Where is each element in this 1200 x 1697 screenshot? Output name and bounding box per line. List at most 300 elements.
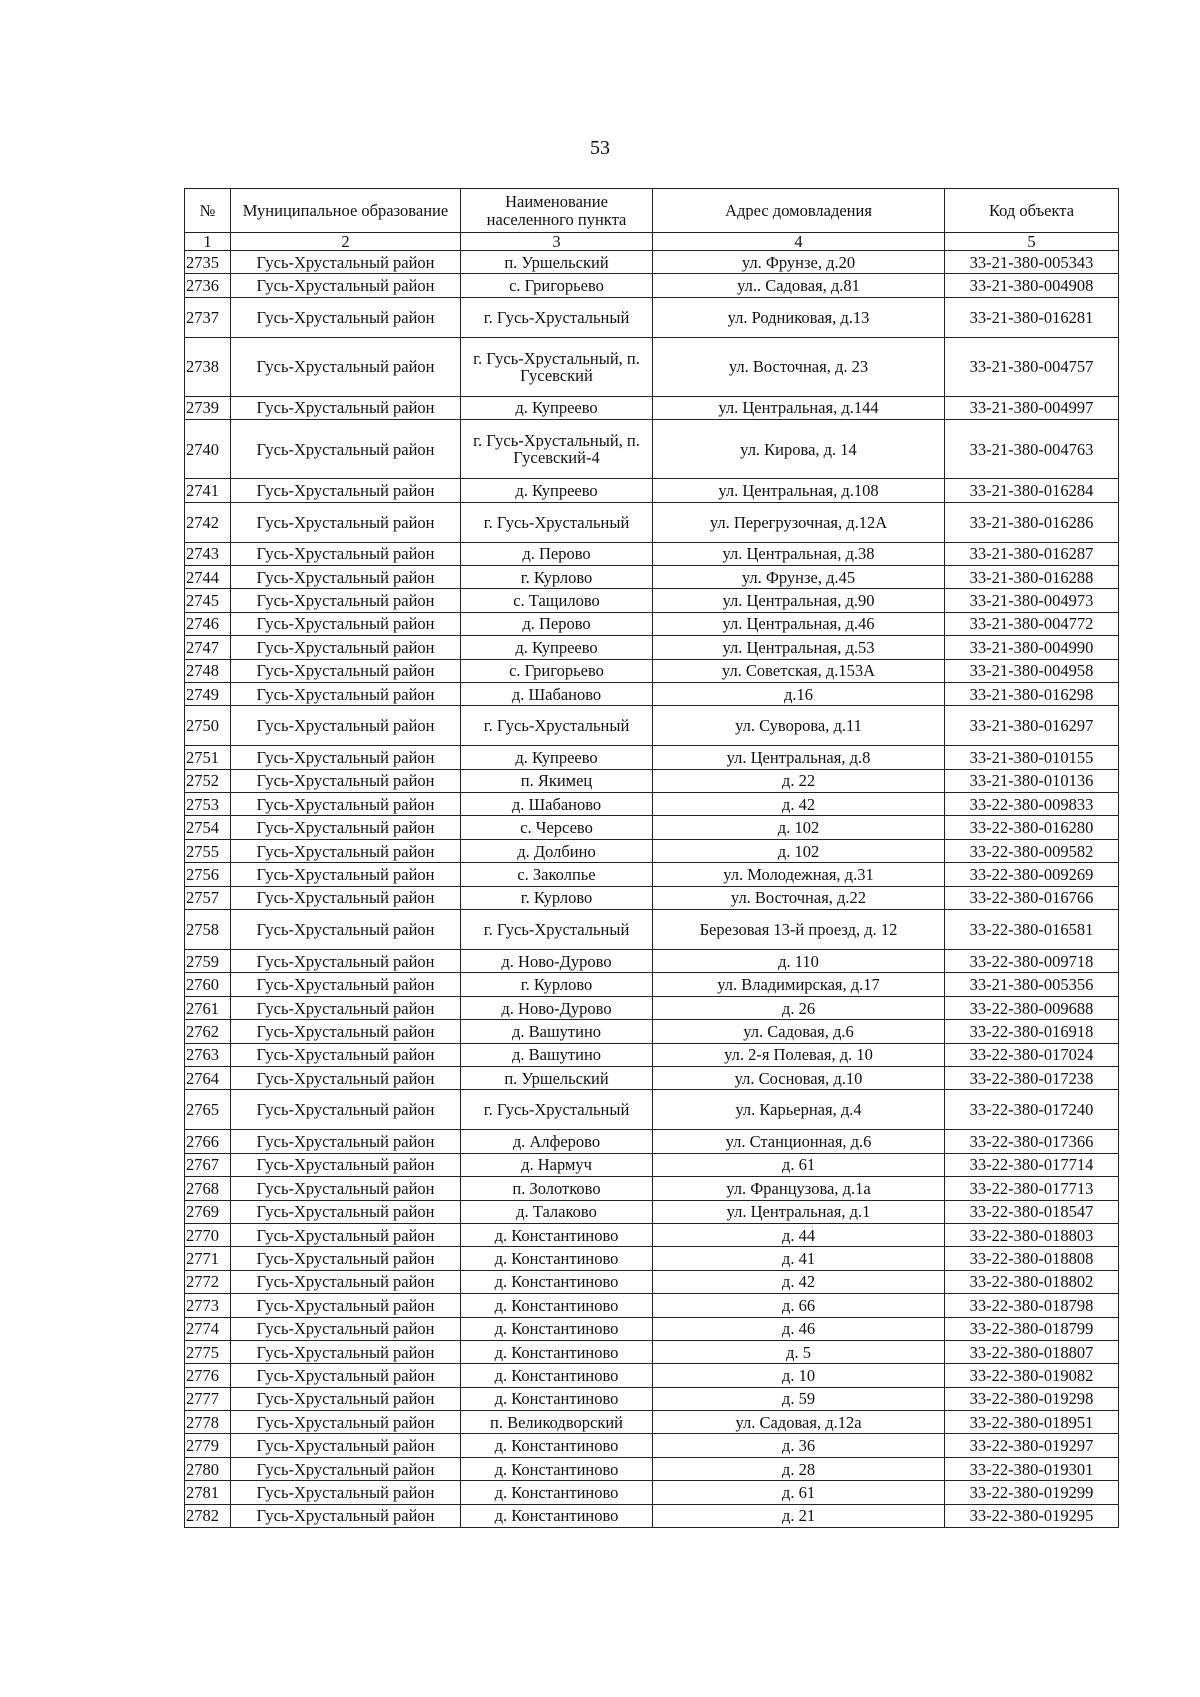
settlement-cell: д. Шабаново xyxy=(461,793,653,816)
row-number: 2746 xyxy=(185,612,231,635)
object-code-cell: 33-22-380-017240 xyxy=(945,1090,1119,1130)
object-code-cell: 33-22-380-016766 xyxy=(945,886,1119,909)
settlement-cell: с. Черсево xyxy=(461,816,653,839)
row-number: 2780 xyxy=(185,1457,231,1480)
address-cell: д. 42 xyxy=(653,1270,945,1293)
column-number: 5 xyxy=(945,233,1119,251)
municipality-cell: Гусь-Хрустальный район xyxy=(231,996,461,1019)
address-cell: д. 26 xyxy=(653,996,945,1019)
row-number: 2754 xyxy=(185,816,231,839)
table-row xyxy=(185,746,1119,769)
table-row xyxy=(185,1223,1119,1246)
settlement-cell: с. Григорьево xyxy=(461,659,653,682)
table-row xyxy=(185,274,1119,297)
row-number: 2758 xyxy=(185,910,231,950)
municipality-cell: Гусь-Хрустальный район xyxy=(231,1043,461,1066)
address-cell: д. 42 xyxy=(653,793,945,816)
settlement-cell: д. Купреево xyxy=(461,636,653,659)
municipality-cell: Гусь-Хрустальный район xyxy=(231,973,461,996)
municipality-cell: Гусь-Хрустальный район xyxy=(231,659,461,682)
municipality-cell: Гусь-Хрустальный район xyxy=(231,1481,461,1504)
settlement-cell: п. Великодворский xyxy=(461,1411,653,1434)
row-number: 2777 xyxy=(185,1387,231,1410)
settlement-cell: д. Вашутино xyxy=(461,1020,653,1043)
table-row xyxy=(185,1130,1119,1153)
address-cell: ул. Перегрузочная, д.12А xyxy=(653,502,945,542)
address-cell: ул. Французова, д.1а xyxy=(653,1177,945,1200)
table-row xyxy=(185,659,1119,682)
object-code-cell: 33-21-380-016297 xyxy=(945,706,1119,746)
table-row xyxy=(185,565,1119,588)
table-row xyxy=(185,337,1119,396)
page-number: 53 xyxy=(590,137,610,159)
object-code-cell: 33-21-380-004958 xyxy=(945,659,1119,682)
address-cell: д. 46 xyxy=(653,1317,945,1340)
table-row xyxy=(185,1317,1119,1340)
object-code-cell: 33-22-380-018951 xyxy=(945,1411,1119,1434)
row-number: 2740 xyxy=(185,420,231,479)
address-cell: ул. Центральная, д.144 xyxy=(653,396,945,419)
municipality-cell: Гусь-Хрустальный район xyxy=(231,706,461,746)
row-number: 2747 xyxy=(185,636,231,659)
settlement-cell: г. Гусь-Хрустальный xyxy=(461,910,653,950)
municipality-cell: Гусь-Хрустальный район xyxy=(231,1153,461,1176)
table-row xyxy=(185,1457,1119,1480)
settlement-cell: п. Уршельский xyxy=(461,251,653,274)
table-row xyxy=(185,1340,1119,1363)
row-number: 2766 xyxy=(185,1130,231,1153)
object-code-cell: 33-21-380-004990 xyxy=(945,636,1119,659)
address-cell: Березовая 13-й проезд, д. 12 xyxy=(653,910,945,950)
table-row xyxy=(185,612,1119,635)
municipality-cell: Гусь-Хрустальный район xyxy=(231,1294,461,1317)
municipality-cell: Гусь-Хрустальный район xyxy=(231,1317,461,1340)
object-code-cell: 33-22-380-019297 xyxy=(945,1434,1119,1457)
object-code-cell: 33-22-380-018802 xyxy=(945,1270,1119,1293)
address-cell: д. 28 xyxy=(653,1457,945,1480)
table-header xyxy=(185,189,1119,251)
row-number: 2760 xyxy=(185,973,231,996)
register-table xyxy=(184,188,1119,1528)
object-code-cell: 33-21-380-004757 xyxy=(945,337,1119,396)
table-row xyxy=(185,1364,1119,1387)
object-code-cell: 33-22-380-016280 xyxy=(945,816,1119,839)
object-code-cell: 33-21-380-016287 xyxy=(945,542,1119,565)
address-cell: д. 5 xyxy=(653,1340,945,1363)
municipality-cell: Гусь-Хрустальный район xyxy=(231,396,461,419)
header-address: Адрес домовладения xyxy=(653,189,945,233)
table-row xyxy=(185,1481,1119,1504)
object-code-cell: 33-22-380-017238 xyxy=(945,1066,1119,1089)
row-number: 2782 xyxy=(185,1504,231,1527)
table-row xyxy=(185,1020,1119,1043)
object-code-cell: 33-21-380-010155 xyxy=(945,746,1119,769)
settlement-cell: д. Купреево xyxy=(461,746,653,769)
address-cell: ул. Фрунзе, д.45 xyxy=(653,565,945,588)
table-row xyxy=(185,420,1119,479)
row-number: 2771 xyxy=(185,1247,231,1270)
settlement-cell: д. Ново-Дурово xyxy=(461,996,653,1019)
row-number: 2745 xyxy=(185,589,231,612)
settlement-cell: д. Перово xyxy=(461,612,653,635)
row-number: 2741 xyxy=(185,479,231,502)
municipality-cell: Гусь-Хрустальный район xyxy=(231,1177,461,1200)
municipality-cell: Гусь-Хрустальный район xyxy=(231,1387,461,1410)
row-number: 2772 xyxy=(185,1270,231,1293)
row-number: 2739 xyxy=(185,396,231,419)
address-cell: ул. Советская, д.153А xyxy=(653,659,945,682)
row-number: 2742 xyxy=(185,502,231,542)
municipality-cell: Гусь-Хрустальный район xyxy=(231,1223,461,1246)
settlement-cell: д. Константиново xyxy=(461,1270,653,1293)
row-number: 2753 xyxy=(185,793,231,816)
municipality-cell: Гусь-Хрустальный район xyxy=(231,274,461,297)
object-code-cell: 33-22-380-018807 xyxy=(945,1340,1119,1363)
header-number: № xyxy=(185,189,231,233)
object-code-cell: 33-22-380-017366 xyxy=(945,1130,1119,1153)
address-cell: ул. Восточная, д.22 xyxy=(653,886,945,909)
row-number: 2781 xyxy=(185,1481,231,1504)
row-number: 2767 xyxy=(185,1153,231,1176)
object-code-cell: 33-22-380-018808 xyxy=(945,1247,1119,1270)
address-cell: д. 36 xyxy=(653,1434,945,1457)
table-row xyxy=(185,1043,1119,1066)
table-row xyxy=(185,297,1119,337)
row-number: 2770 xyxy=(185,1223,231,1246)
settlement-cell: п. Якимец xyxy=(461,769,653,792)
object-code-cell: 33-21-380-004772 xyxy=(945,612,1119,635)
municipality-cell: Гусь-Хрустальный район xyxy=(231,542,461,565)
municipality-cell: Гусь-Хрустальный район xyxy=(231,682,461,705)
table-row xyxy=(185,1434,1119,1457)
table-row xyxy=(185,636,1119,659)
table-row xyxy=(185,1294,1119,1317)
row-number: 2744 xyxy=(185,565,231,588)
municipality-cell: Гусь-Хрустальный район xyxy=(231,337,461,396)
row-number: 2748 xyxy=(185,659,231,682)
header-municipality: Муниципальное образование xyxy=(231,189,461,233)
column-number-row xyxy=(185,233,1119,251)
settlement-cell: д. Константиново xyxy=(461,1387,653,1410)
object-code-cell: 33-21-380-016281 xyxy=(945,297,1119,337)
settlement-cell: д. Константиново xyxy=(461,1481,653,1504)
municipality-cell: Гусь-Хрустальный район xyxy=(231,793,461,816)
table-row xyxy=(185,973,1119,996)
municipality-cell: Гусь-Хрустальный район xyxy=(231,502,461,542)
municipality-cell: Гусь-Хрустальный район xyxy=(231,612,461,635)
settlement-cell: п. Золотково xyxy=(461,1177,653,1200)
settlement-cell: д. Алферово xyxy=(461,1130,653,1153)
settlement-cell: г. Гусь-Хрустальный, п. Гусевский-4 xyxy=(461,420,653,479)
object-code-cell: 33-22-380-009582 xyxy=(945,839,1119,862)
municipality-cell: Гусь-Хрустальный район xyxy=(231,251,461,274)
object-code-cell: 33-22-380-016581 xyxy=(945,910,1119,950)
object-code-cell: 33-22-380-009688 xyxy=(945,996,1119,1019)
settlement-cell: д. Константиново xyxy=(461,1457,653,1480)
settlement-cell: д. Константиново xyxy=(461,1340,653,1363)
table-row xyxy=(185,1504,1119,1527)
address-cell: ул. Центральная, д.1 xyxy=(653,1200,945,1223)
municipality-cell: Гусь-Хрустальный район xyxy=(231,769,461,792)
table-row xyxy=(185,1153,1119,1176)
settlement-cell: д. Купреево xyxy=(461,396,653,419)
object-code-cell: 33-22-380-019295 xyxy=(945,1504,1119,1527)
settlement-cell: д. Перово xyxy=(461,542,653,565)
object-code-cell: 33-21-380-004997 xyxy=(945,396,1119,419)
address-cell: д. 44 xyxy=(653,1223,945,1246)
table-row xyxy=(185,1200,1119,1223)
table-row xyxy=(185,793,1119,816)
settlement-cell: г. Курлово xyxy=(461,973,653,996)
column-number: 1 xyxy=(185,233,231,251)
settlement-cell: с. Тащилово xyxy=(461,589,653,612)
row-number: 2749 xyxy=(185,682,231,705)
column-number: 3 xyxy=(461,233,653,251)
address-cell: д. 21 xyxy=(653,1504,945,1527)
table-row xyxy=(185,839,1119,862)
settlement-cell: д. Константиново xyxy=(461,1434,653,1457)
address-cell: ул. Владимирская, д.17 xyxy=(653,973,945,996)
address-cell: ул. Молодежная, д.31 xyxy=(653,863,945,886)
table-row xyxy=(185,950,1119,973)
settlement-cell: д. Долбино xyxy=(461,839,653,862)
table-row xyxy=(185,996,1119,1019)
row-number: 2737 xyxy=(185,297,231,337)
header-row xyxy=(185,189,1119,233)
row-number: 2759 xyxy=(185,950,231,973)
table-row xyxy=(185,816,1119,839)
row-number: 2751 xyxy=(185,746,231,769)
row-number: 2755 xyxy=(185,839,231,862)
municipality-cell: Гусь-Хрустальный район xyxy=(231,420,461,479)
settlement-cell: д. Константиново xyxy=(461,1317,653,1340)
address-cell: ул. Карьерная, д.4 xyxy=(653,1090,945,1130)
table-row xyxy=(185,589,1119,612)
address-cell: ул. Садовая, д.12а xyxy=(653,1411,945,1434)
row-number: 2763 xyxy=(185,1043,231,1066)
address-cell: д. 10 xyxy=(653,1364,945,1387)
address-cell: ул. Центральная, д.108 xyxy=(653,479,945,502)
settlement-cell: д. Нармуч xyxy=(461,1153,653,1176)
settlement-cell: д. Константиново xyxy=(461,1294,653,1317)
address-cell: ул. Центральная, д.46 xyxy=(653,612,945,635)
municipality-cell: Гусь-Хрустальный район xyxy=(231,1434,461,1457)
municipality-cell: Гусь-Хрустальный район xyxy=(231,1020,461,1043)
settlement-cell: д. Константиново xyxy=(461,1364,653,1387)
table-row xyxy=(185,706,1119,746)
row-number: 2773 xyxy=(185,1294,231,1317)
row-number: 2778 xyxy=(185,1411,231,1434)
column-number: 4 xyxy=(653,233,945,251)
settlement-cell: с. Григорьево xyxy=(461,274,653,297)
object-code-cell: 33-22-380-017714 xyxy=(945,1153,1119,1176)
table-row xyxy=(185,1090,1119,1130)
table-row xyxy=(185,886,1119,909)
table-row xyxy=(185,769,1119,792)
row-number: 2736 xyxy=(185,274,231,297)
object-code-cell: 33-22-380-018803 xyxy=(945,1223,1119,1246)
table-row xyxy=(185,1247,1119,1270)
address-cell: ул. Фрунзе, д.20 xyxy=(653,251,945,274)
address-cell: д. 110 xyxy=(653,950,945,973)
table-row xyxy=(185,1177,1119,1200)
municipality-cell: Гусь-Хрустальный район xyxy=(231,1270,461,1293)
table-row xyxy=(185,502,1119,542)
row-number: 2738 xyxy=(185,337,231,396)
municipality-cell: Гусь-Хрустальный район xyxy=(231,1504,461,1527)
settlement-cell: д. Константиново xyxy=(461,1223,653,1246)
settlement-cell: г. Курлово xyxy=(461,886,653,909)
municipality-cell: Гусь-Хрустальный район xyxy=(231,950,461,973)
row-number: 2743 xyxy=(185,542,231,565)
row-number: 2752 xyxy=(185,769,231,792)
settlement-cell: д. Константиново xyxy=(461,1504,653,1527)
address-cell: д.16 xyxy=(653,682,945,705)
municipality-cell: Гусь-Хрустальный район xyxy=(231,565,461,588)
municipality-cell: Гусь-Хрустальный район xyxy=(231,1130,461,1153)
address-cell: ул. Суворова, д.11 xyxy=(653,706,945,746)
object-code-cell: 33-22-380-018799 xyxy=(945,1317,1119,1340)
settlement-cell: д. Талаково xyxy=(461,1200,653,1223)
object-code-cell: 33-22-380-018547 xyxy=(945,1200,1119,1223)
address-cell: ул. Родниковая, д.13 xyxy=(653,297,945,337)
settlement-cell: г. Гусь-Хрустальный xyxy=(461,297,653,337)
municipality-cell: Гусь-Хрустальный район xyxy=(231,816,461,839)
object-code-cell: 33-21-380-004763 xyxy=(945,420,1119,479)
address-cell: ул. Центральная, д.8 xyxy=(653,746,945,769)
address-cell: д. 102 xyxy=(653,839,945,862)
table-row xyxy=(185,682,1119,705)
settlement-cell: с. Заколпье xyxy=(461,863,653,886)
settlement-cell: г. Гусь-Хрустальный, п. Гусевский xyxy=(461,337,653,396)
row-number: 2750 xyxy=(185,706,231,746)
municipality-cell: Гусь-Хрустальный район xyxy=(231,863,461,886)
municipality-cell: Гусь-Хрустальный район xyxy=(231,839,461,862)
object-code-cell: 33-21-380-016298 xyxy=(945,682,1119,705)
settlement-cell: г. Гусь-Хрустальный xyxy=(461,1090,653,1130)
table-row xyxy=(185,479,1119,502)
object-code-cell: 33-22-380-016918 xyxy=(945,1020,1119,1043)
address-cell: д. 102 xyxy=(653,816,945,839)
municipality-cell: Гусь-Хрустальный район xyxy=(231,746,461,769)
row-number: 2774 xyxy=(185,1317,231,1340)
table-row xyxy=(185,1066,1119,1089)
address-cell: ул. Центральная, д.38 xyxy=(653,542,945,565)
address-cell: д. 59 xyxy=(653,1387,945,1410)
row-number: 2761 xyxy=(185,996,231,1019)
object-code-cell: 33-21-380-005343 xyxy=(945,251,1119,274)
object-code-cell: 33-22-380-019298 xyxy=(945,1387,1119,1410)
table-row xyxy=(185,396,1119,419)
object-code-cell: 33-22-380-009718 xyxy=(945,950,1119,973)
object-code-cell: 33-21-380-004973 xyxy=(945,589,1119,612)
object-code-cell: 33-22-380-009269 xyxy=(945,863,1119,886)
table-row xyxy=(185,863,1119,886)
address-cell: д. 22 xyxy=(653,769,945,792)
row-number: 2768 xyxy=(185,1177,231,1200)
table-body xyxy=(185,251,1119,1528)
municipality-cell: Гусь-Хрустальный район xyxy=(231,297,461,337)
row-number: 2757 xyxy=(185,886,231,909)
row-number: 2735 xyxy=(185,251,231,274)
object-code-cell: 33-22-380-019299 xyxy=(945,1481,1119,1504)
settlement-cell: д. Купреево xyxy=(461,479,653,502)
settlement-cell: г. Курлово xyxy=(461,565,653,588)
address-cell: ул. Кирова, д. 14 xyxy=(653,420,945,479)
object-code-cell: 33-21-380-016288 xyxy=(945,565,1119,588)
object-code-cell: 33-22-380-009833 xyxy=(945,793,1119,816)
municipality-cell: Гусь-Хрустальный район xyxy=(231,1247,461,1270)
row-number: 2762 xyxy=(185,1020,231,1043)
row-number: 2765 xyxy=(185,1090,231,1130)
table-row xyxy=(185,542,1119,565)
object-code-cell: 33-22-380-019082 xyxy=(945,1364,1119,1387)
municipality-cell: Гусь-Хрустальный район xyxy=(231,886,461,909)
table-row xyxy=(185,1411,1119,1434)
address-cell: ул. Центральная, д.53 xyxy=(653,636,945,659)
municipality-cell: Гусь-Хрустальный район xyxy=(231,1090,461,1130)
address-cell: ул. Восточная, д. 23 xyxy=(653,337,945,396)
address-cell: ул. Станционная, д.6 xyxy=(653,1130,945,1153)
row-number: 2764 xyxy=(185,1066,231,1089)
row-number: 2779 xyxy=(185,1434,231,1457)
address-cell: д. 61 xyxy=(653,1153,945,1176)
object-code-cell: 33-22-380-019301 xyxy=(945,1457,1119,1480)
object-code-cell: 33-21-380-016286 xyxy=(945,502,1119,542)
header-settlement: Наименование населенного пункта xyxy=(461,189,653,233)
settlement-cell: д. Ново-Дурово xyxy=(461,950,653,973)
object-code-cell: 33-22-380-018798 xyxy=(945,1294,1119,1317)
object-code-cell: 33-22-380-017024 xyxy=(945,1043,1119,1066)
table-row xyxy=(185,1387,1119,1410)
object-code-cell: 33-21-380-005356 xyxy=(945,973,1119,996)
municipality-cell: Гусь-Хрустальный район xyxy=(231,1411,461,1434)
address-cell: ул.. Садовая, д.81 xyxy=(653,274,945,297)
address-cell: ул. 2-я Полевая, д. 10 xyxy=(653,1043,945,1066)
row-number: 2756 xyxy=(185,863,231,886)
municipality-cell: Гусь-Хрустальный район xyxy=(231,910,461,950)
settlement-cell: г. Гусь-Хрустальный xyxy=(461,502,653,542)
municipality-cell: Гусь-Хрустальный район xyxy=(231,1364,461,1387)
municipality-cell: Гусь-Хрустальный район xyxy=(231,636,461,659)
object-code-cell: 33-21-380-016284 xyxy=(945,479,1119,502)
object-code-cell: 33-21-380-010136 xyxy=(945,769,1119,792)
table-row xyxy=(185,910,1119,950)
municipality-cell: Гусь-Хрустальный район xyxy=(231,1457,461,1480)
table-row xyxy=(185,251,1119,274)
municipality-cell: Гусь-Хрустальный район xyxy=(231,1200,461,1223)
address-cell: ул. Садовая, д.6 xyxy=(653,1020,945,1043)
address-cell: д. 61 xyxy=(653,1481,945,1504)
settlement-cell: п. Уршельский xyxy=(461,1066,653,1089)
table-row xyxy=(185,1270,1119,1293)
municipality-cell: Гусь-Хрустальный район xyxy=(231,1066,461,1089)
row-number: 2769 xyxy=(185,1200,231,1223)
municipality-cell: Гусь-Хрустальный район xyxy=(231,1340,461,1363)
address-cell: д. 66 xyxy=(653,1294,945,1317)
address-cell: ул. Сосновая, д.10 xyxy=(653,1066,945,1089)
settlement-cell: д. Шабаново xyxy=(461,682,653,705)
header-object-code: Код объекта xyxy=(945,189,1119,233)
address-cell: ул. Центральная, д.90 xyxy=(653,589,945,612)
municipality-cell: Гусь-Хрустальный район xyxy=(231,589,461,612)
row-number: 2776 xyxy=(185,1364,231,1387)
settlement-cell: д. Константиново xyxy=(461,1247,653,1270)
column-number: 2 xyxy=(231,233,461,251)
address-cell: д. 41 xyxy=(653,1247,945,1270)
object-code-cell: 33-21-380-004908 xyxy=(945,274,1119,297)
row-number: 2775 xyxy=(185,1340,231,1363)
